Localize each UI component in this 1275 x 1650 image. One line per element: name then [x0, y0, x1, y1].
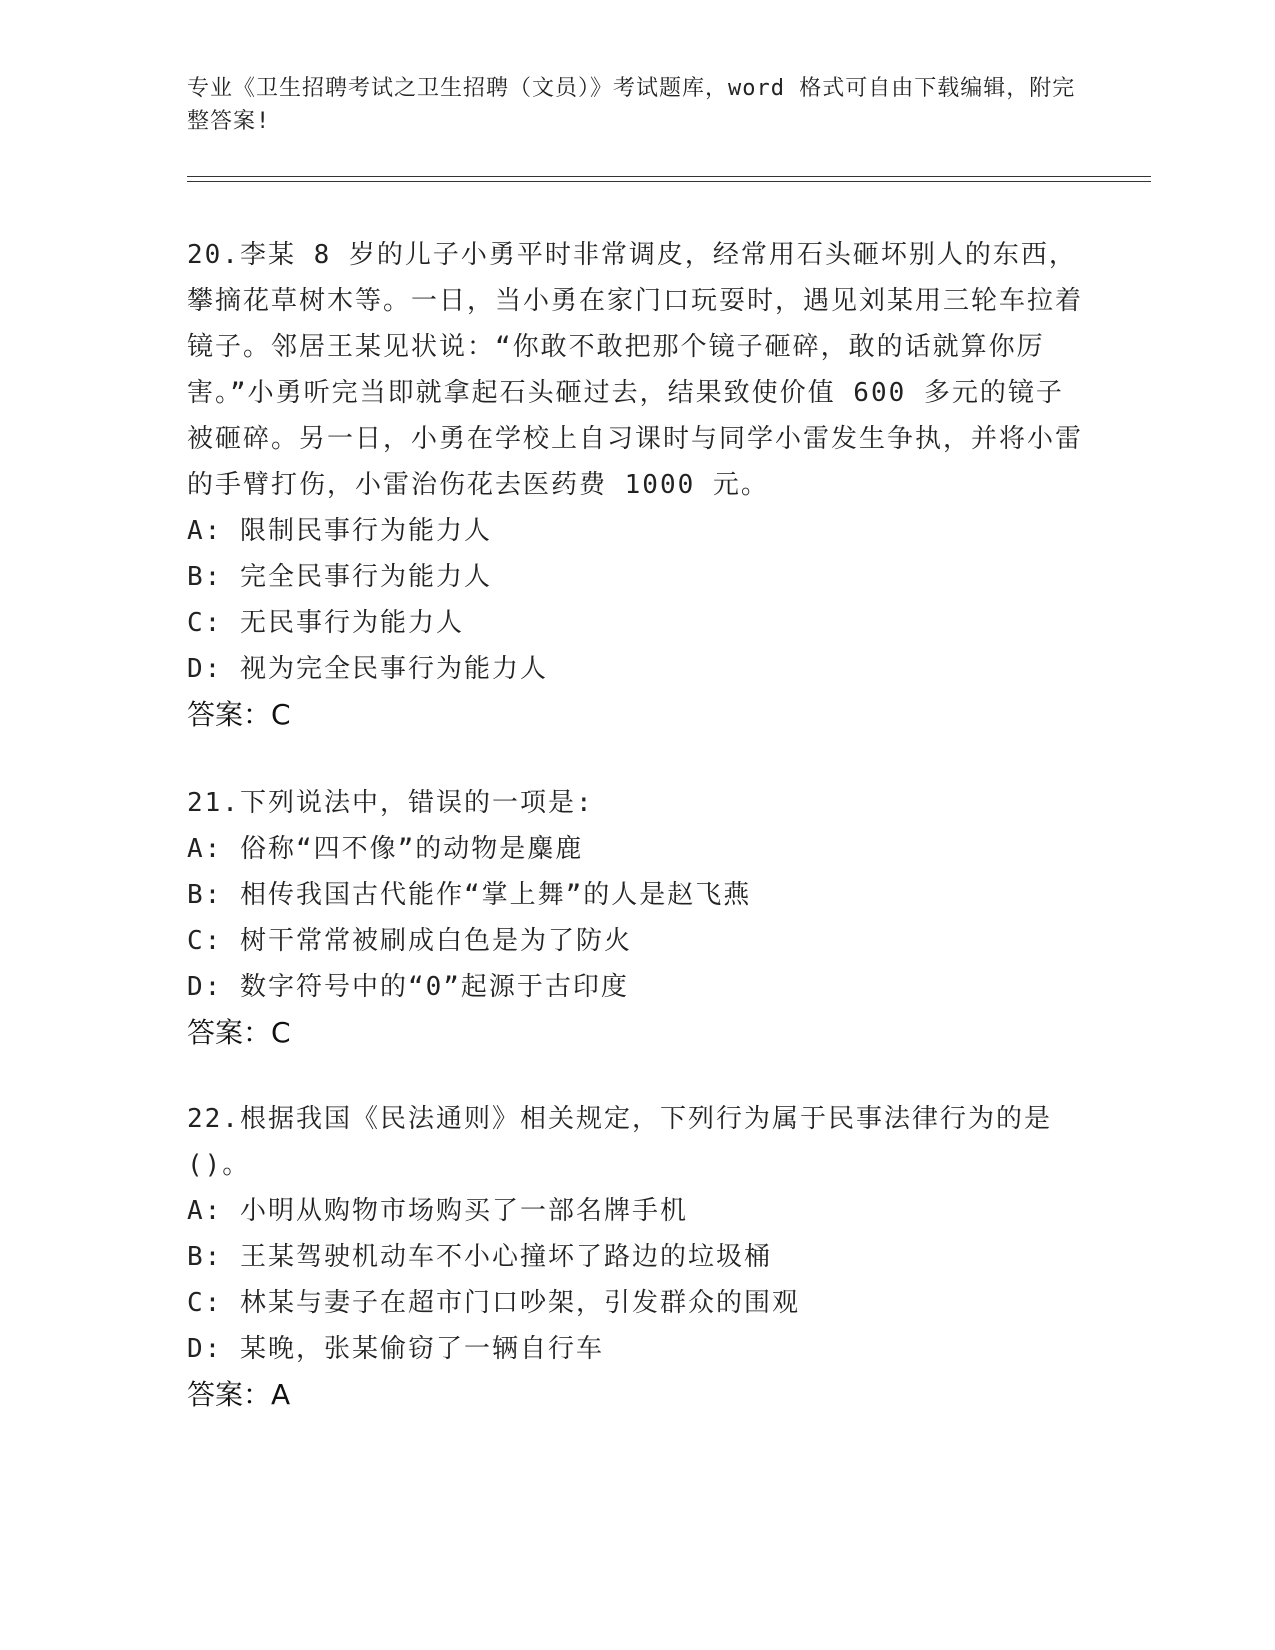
option-b: B: 相传我国古代能作“掌上舞”的人是赵飞燕 [187, 880, 752, 910]
option-c: C: 树干常常被刷成白色是为了防火 [187, 926, 632, 956]
header-divider-bottom [187, 181, 1151, 182]
option-a: A: 俗称“四不像”的动物是麋鹿 [187, 834, 584, 864]
option-d: D: 视为完全民事行为能力人 [187, 654, 548, 684]
question-stem: 22.根据我国《民法通则》相关规定，下列行为属于民事法律行为的是()。 [187, 1104, 1052, 1180]
option-d: D: 数字符号中的“0”起源于古印度 [187, 972, 629, 1002]
option-c: C: 林某与妻子在超市门口吵架，引发群众的围观 [187, 1288, 800, 1318]
question-stem: 20.李某 8 岁的儿子小勇平时非常调皮，经常用石头砸坏别人的东西，攀摘花草树木等。一日，当小勇在家门口玩耍时，遇见刘某用三轮车拉着镜子。邻居王某见状说：“你敢不敢把那个镜子砸碎，敢的话就算你厉害。”小勇听完当即就拿起石头砸过去，结果致使价值 600 多元的镜子被砸碎。另一日，小勇在学校上自习课时与同学小雷发生争执，并将小雷的手臂打伤，小雷治伤花去医药费 1000 元。 [187, 240, 1084, 500]
option-a: A: 限制民事行为能力人 [187, 516, 492, 546]
header-intro: 专业《卫生招聘考试之卫生招聘（文员）》考试题库，word 格式可自由下载编辑，附完整答案! [187, 76, 1076, 134]
header-divider-top [187, 176, 1151, 177]
answer: 答案：C [187, 698, 291, 731]
question-stem: 21.下列说法中，错误的一项是: [187, 788, 594, 818]
option-d: D: 某晚，张某偷窃了一辆自行车 [187, 1334, 604, 1364]
answer: 答案：A [187, 1378, 291, 1411]
option-b: B: 完全民事行为能力人 [187, 562, 492, 592]
option-a: A: 小明从购物市场购买了一部名牌手机 [187, 1196, 688, 1226]
question-21 [187, 780, 1087, 1056]
option-b: B: 王某驾驶机动车不小心撞坏了路边的垃圾桶 [187, 1242, 772, 1272]
answer: 答案：C [187, 1016, 291, 1049]
question-22 [187, 1096, 1087, 1418]
option-c: C: 无民事行为能力人 [187, 608, 464, 638]
question-20 [187, 232, 1087, 738]
